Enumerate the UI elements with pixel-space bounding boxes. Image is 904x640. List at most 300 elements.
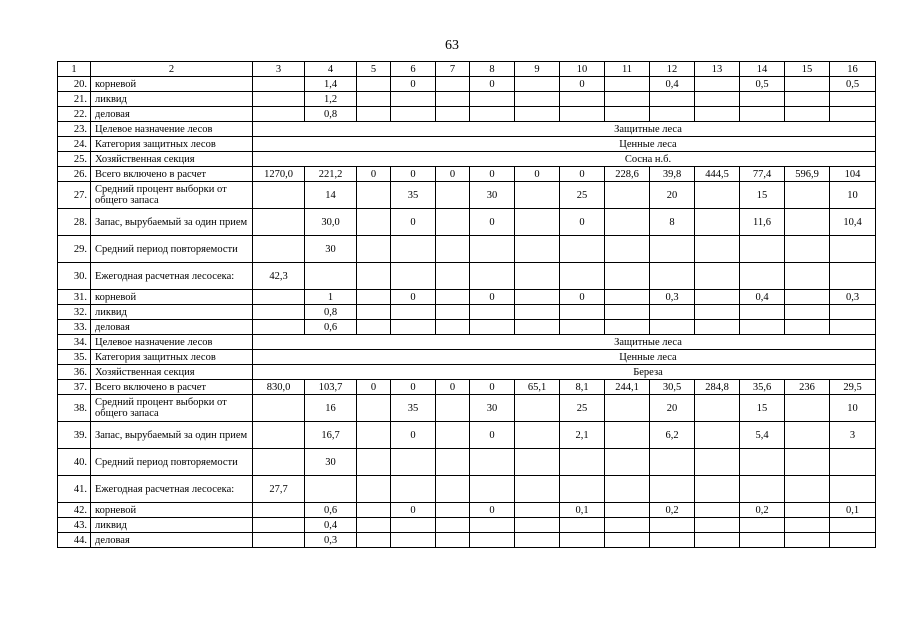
row-label: ликвид	[91, 518, 253, 533]
value-cell	[785, 92, 830, 107]
value-cell: 30	[470, 182, 515, 209]
value-cell	[560, 533, 605, 548]
value-cell	[515, 503, 560, 518]
row-label: деловая	[91, 107, 253, 122]
value-cell: 30	[470, 395, 515, 422]
value-cell	[357, 503, 391, 518]
value-cell	[695, 182, 740, 209]
table-row	[58, 137, 876, 152]
table-row	[58, 395, 876, 422]
value-cell	[470, 533, 515, 548]
value-cell	[357, 209, 391, 236]
table-row	[58, 263, 876, 290]
value-cell	[785, 236, 830, 263]
row-number: 33.	[58, 320, 91, 335]
value-cell: 0,6	[305, 320, 357, 335]
value-cell: 30	[305, 236, 357, 263]
value-cell	[253, 518, 305, 533]
value-cell	[436, 209, 470, 236]
value-cell	[740, 107, 785, 122]
value-cell	[391, 476, 436, 503]
value-cell	[253, 77, 305, 92]
value-cell	[740, 518, 785, 533]
value-cell	[436, 263, 470, 290]
row-number: 20.	[58, 77, 91, 92]
value-cell	[695, 236, 740, 263]
value-cell	[470, 305, 515, 320]
value-cell: 15	[740, 395, 785, 422]
value-cell	[695, 92, 740, 107]
value-cell	[740, 92, 785, 107]
value-cell	[560, 449, 605, 476]
value-cell	[357, 395, 391, 422]
column-number-header: 16	[830, 62, 876, 77]
value-cell: 0	[470, 167, 515, 182]
value-cell: 35,6	[740, 380, 785, 395]
value-cell	[785, 209, 830, 236]
value-cell: 14	[305, 182, 357, 209]
value-cell	[695, 77, 740, 92]
value-cell	[605, 182, 650, 209]
row-number: 26.	[58, 167, 91, 182]
value-cell	[253, 449, 305, 476]
value-cell	[436, 422, 470, 449]
value-cell	[515, 77, 560, 92]
value-cell: 8,1	[560, 380, 605, 395]
value-cell: 35	[391, 395, 436, 422]
value-cell	[605, 236, 650, 263]
value-cell	[357, 236, 391, 263]
row-number: 25.	[58, 152, 91, 167]
value-cell	[436, 77, 470, 92]
value-cell: 0	[560, 167, 605, 182]
value-cell: 0,3	[650, 290, 695, 305]
value-cell	[436, 92, 470, 107]
value-cell	[470, 263, 515, 290]
column-number-header: 1	[58, 62, 91, 77]
value-cell	[515, 236, 560, 263]
value-cell: 27,7	[253, 476, 305, 503]
row-number: 30.	[58, 263, 91, 290]
value-cell	[515, 533, 560, 548]
value-cell	[436, 449, 470, 476]
value-cell: 1,2	[305, 92, 357, 107]
value-cell	[515, 107, 560, 122]
value-cell	[391, 449, 436, 476]
table-row	[58, 320, 876, 335]
value-cell	[470, 92, 515, 107]
value-cell: 284,8	[695, 380, 740, 395]
value-cell	[830, 92, 876, 107]
table-row	[58, 290, 876, 305]
value-cell	[436, 533, 470, 548]
value-cell: 0	[470, 290, 515, 305]
value-cell	[695, 503, 740, 518]
value-cell: 830,0	[253, 380, 305, 395]
page-number: 63	[445, 38, 459, 53]
value-cell	[253, 107, 305, 122]
value-cell	[436, 236, 470, 263]
row-number: 37.	[58, 380, 91, 395]
value-cell	[470, 476, 515, 503]
value-cell	[605, 476, 650, 503]
row-label: Хозяйственная секция	[91, 152, 253, 167]
value-cell	[740, 533, 785, 548]
table-row	[58, 476, 876, 503]
value-cell: 29,5	[830, 380, 876, 395]
row-label: Хозяйственная секция	[91, 365, 253, 380]
table-row	[58, 422, 876, 449]
value-cell	[785, 263, 830, 290]
value-cell	[391, 533, 436, 548]
value-cell: 20	[650, 395, 695, 422]
value-cell	[785, 476, 830, 503]
value-cell	[357, 518, 391, 533]
value-cell	[785, 518, 830, 533]
value-cell	[357, 107, 391, 122]
value-cell: 0	[391, 422, 436, 449]
value-cell: 0	[357, 167, 391, 182]
value-cell: 0	[357, 380, 391, 395]
row-number: 38.	[58, 395, 91, 422]
row-label: корневой	[91, 290, 253, 305]
value-cell	[695, 107, 740, 122]
value-cell	[436, 305, 470, 320]
value-cell: 0,8	[305, 305, 357, 320]
value-cell: 3	[830, 422, 876, 449]
value-cell: 0,1	[830, 503, 876, 518]
value-cell	[695, 395, 740, 422]
row-label: Всего включено в расчет	[91, 167, 253, 182]
value-cell: 1270,0	[253, 167, 305, 182]
value-cell	[436, 503, 470, 518]
value-cell	[605, 290, 650, 305]
value-cell: 0	[515, 167, 560, 182]
value-cell	[253, 320, 305, 335]
value-cell	[650, 305, 695, 320]
value-cell: 35	[391, 182, 436, 209]
value-cell	[253, 422, 305, 449]
row-number: 42.	[58, 503, 91, 518]
value-cell	[515, 476, 560, 503]
column-number-header: 4	[305, 62, 357, 77]
value-cell	[357, 476, 391, 503]
merged-value-cell: Защитные леса	[253, 335, 876, 350]
value-cell: 596,9	[785, 167, 830, 182]
table-row	[58, 167, 876, 182]
value-cell	[785, 422, 830, 449]
column-number-header: 11	[605, 62, 650, 77]
value-cell: 30	[305, 449, 357, 476]
value-cell	[650, 533, 695, 548]
value-cell	[785, 533, 830, 548]
value-cell	[436, 518, 470, 533]
row-number: 44.	[58, 533, 91, 548]
value-cell	[695, 320, 740, 335]
row-number: 23.	[58, 122, 91, 137]
value-cell: 11,6	[740, 209, 785, 236]
value-cell	[695, 209, 740, 236]
value-cell	[830, 449, 876, 476]
value-cell	[605, 518, 650, 533]
row-label: деловая	[91, 320, 253, 335]
value-cell	[357, 182, 391, 209]
value-cell: 0,4	[305, 518, 357, 533]
row-number: 21.	[58, 92, 91, 107]
row-number: 31.	[58, 290, 91, 305]
value-cell: 25	[560, 182, 605, 209]
value-cell	[560, 518, 605, 533]
value-cell	[436, 320, 470, 335]
value-cell	[253, 395, 305, 422]
value-cell	[695, 305, 740, 320]
value-cell: 0,4	[650, 77, 695, 92]
value-cell	[650, 236, 695, 263]
value-cell	[695, 449, 740, 476]
value-cell	[470, 449, 515, 476]
value-cell: 10	[830, 395, 876, 422]
value-cell: 16,7	[305, 422, 357, 449]
row-label: корневой	[91, 77, 253, 92]
row-label: Ежегодная расчетная лесосека:	[91, 476, 253, 503]
value-cell: 42,3	[253, 263, 305, 290]
value-cell	[515, 290, 560, 305]
value-cell	[650, 92, 695, 107]
value-cell: 228,6	[605, 167, 650, 182]
table-row	[58, 518, 876, 533]
value-cell	[830, 107, 876, 122]
value-cell	[357, 305, 391, 320]
value-cell	[515, 449, 560, 476]
row-number: 41.	[58, 476, 91, 503]
value-cell	[253, 503, 305, 518]
value-cell	[436, 290, 470, 305]
column-number-header: 5	[357, 62, 391, 77]
value-cell: 65,1	[515, 380, 560, 395]
value-cell	[560, 263, 605, 290]
merged-value-cell: Ценные леса	[253, 350, 876, 365]
value-cell	[785, 77, 830, 92]
value-cell	[470, 236, 515, 263]
value-cell	[695, 533, 740, 548]
value-cell: 0,8	[305, 107, 357, 122]
value-cell: 39,8	[650, 167, 695, 182]
value-cell	[785, 449, 830, 476]
value-cell: 221,2	[305, 167, 357, 182]
merged-value-cell: Сосна н.б.	[253, 152, 876, 167]
value-cell	[650, 107, 695, 122]
value-cell	[560, 305, 605, 320]
value-cell	[515, 263, 560, 290]
value-cell	[605, 107, 650, 122]
value-cell	[560, 107, 605, 122]
value-cell	[436, 395, 470, 422]
value-cell: 30,5	[650, 380, 695, 395]
row-number: 43.	[58, 518, 91, 533]
value-cell	[253, 290, 305, 305]
value-cell	[785, 395, 830, 422]
value-cell	[436, 107, 470, 122]
column-number-header: 9	[515, 62, 560, 77]
value-cell: 5,4	[740, 422, 785, 449]
table-row	[58, 182, 876, 209]
row-number: 32.	[58, 305, 91, 320]
value-cell	[253, 92, 305, 107]
value-cell: 6,2	[650, 422, 695, 449]
value-cell	[830, 263, 876, 290]
value-cell	[785, 503, 830, 518]
value-cell	[515, 422, 560, 449]
row-label: Запас, вырубаемый за один прием	[91, 422, 253, 449]
value-cell	[785, 320, 830, 335]
column-number-header: 2	[91, 62, 253, 77]
allowable-cut-table	[57, 61, 876, 548]
value-cell: 0,2	[740, 503, 785, 518]
column-number-header: 7	[436, 62, 470, 77]
value-cell	[830, 476, 876, 503]
merged-value-cell: Ценные леса	[253, 137, 876, 152]
value-cell: 0	[470, 422, 515, 449]
table-row	[58, 365, 876, 380]
value-cell	[785, 305, 830, 320]
value-cell: 2,1	[560, 422, 605, 449]
value-cell: 0,3	[830, 290, 876, 305]
value-cell	[605, 263, 650, 290]
value-cell	[357, 263, 391, 290]
value-cell: 0,2	[650, 503, 695, 518]
value-cell: 236	[785, 380, 830, 395]
value-cell	[830, 533, 876, 548]
value-cell	[740, 320, 785, 335]
value-cell	[560, 236, 605, 263]
value-cell	[436, 476, 470, 503]
value-cell	[605, 533, 650, 548]
value-cell: 10	[830, 182, 876, 209]
value-cell	[470, 518, 515, 533]
value-cell: 0	[391, 209, 436, 236]
row-label: Категория защитных лесов	[91, 350, 253, 365]
value-cell	[605, 422, 650, 449]
value-cell: 0	[470, 503, 515, 518]
value-cell: 1	[305, 290, 357, 305]
row-label: Целевое назначение лесов	[91, 122, 253, 137]
column-number-header: 3	[253, 62, 305, 77]
value-cell	[650, 518, 695, 533]
column-number-header: 15	[785, 62, 830, 77]
value-cell	[515, 395, 560, 422]
value-cell	[740, 236, 785, 263]
row-number: 34.	[58, 335, 91, 350]
value-cell: 0	[470, 77, 515, 92]
value-cell	[650, 263, 695, 290]
value-cell	[830, 236, 876, 263]
value-cell	[391, 518, 436, 533]
row-label: Средний период повторяемости	[91, 449, 253, 476]
row-number: 40.	[58, 449, 91, 476]
value-cell: 0,1	[560, 503, 605, 518]
value-cell	[357, 449, 391, 476]
value-cell	[253, 305, 305, 320]
value-cell	[391, 236, 436, 263]
row-label: ликвид	[91, 305, 253, 320]
table-row	[58, 77, 876, 92]
value-cell	[605, 449, 650, 476]
value-cell: 10,4	[830, 209, 876, 236]
row-label: Запас, вырубаемый за один прием	[91, 209, 253, 236]
value-cell: 0	[560, 209, 605, 236]
value-cell	[740, 449, 785, 476]
value-cell: 104	[830, 167, 876, 182]
value-cell: 8	[650, 209, 695, 236]
value-cell	[695, 476, 740, 503]
table-row	[58, 335, 876, 350]
table-row	[58, 107, 876, 122]
value-cell	[253, 182, 305, 209]
value-cell: 0	[470, 380, 515, 395]
value-cell: 0	[470, 209, 515, 236]
value-cell	[830, 518, 876, 533]
value-cell: 0	[391, 380, 436, 395]
value-cell	[695, 263, 740, 290]
value-cell: 0,5	[740, 77, 785, 92]
value-cell	[305, 476, 357, 503]
value-cell	[515, 182, 560, 209]
column-number-header: 10	[560, 62, 605, 77]
value-cell	[515, 305, 560, 320]
column-number-header: 13	[695, 62, 740, 77]
row-number: 29.	[58, 236, 91, 263]
value-cell	[605, 77, 650, 92]
value-cell: 0	[560, 290, 605, 305]
value-cell: 0,5	[830, 77, 876, 92]
value-cell	[391, 305, 436, 320]
table-row	[58, 533, 876, 548]
merged-value-cell: Защитные леса	[253, 122, 876, 137]
table-row	[58, 92, 876, 107]
row-number: 35.	[58, 350, 91, 365]
value-cell	[470, 107, 515, 122]
value-cell	[650, 320, 695, 335]
value-cell: 0	[391, 77, 436, 92]
row-number: 27.	[58, 182, 91, 209]
value-cell	[253, 236, 305, 263]
value-cell	[650, 476, 695, 503]
value-cell: 0	[391, 167, 436, 182]
value-cell: 103,7	[305, 380, 357, 395]
table-row	[58, 305, 876, 320]
value-cell	[785, 182, 830, 209]
value-cell: 0	[560, 77, 605, 92]
merged-value-cell: Береза	[253, 365, 876, 380]
row-label: ликвид	[91, 92, 253, 107]
value-cell	[740, 476, 785, 503]
value-cell: 0	[436, 167, 470, 182]
table-row	[58, 236, 876, 263]
value-cell	[253, 209, 305, 236]
row-label: Ежегодная расчетная лесосека:	[91, 263, 253, 290]
row-number: 24.	[58, 137, 91, 152]
value-cell	[605, 503, 650, 518]
value-cell	[357, 290, 391, 305]
value-cell	[515, 209, 560, 236]
value-cell	[357, 422, 391, 449]
value-cell	[357, 533, 391, 548]
value-cell	[695, 290, 740, 305]
value-cell	[515, 320, 560, 335]
row-label: Средний период повторяемости	[91, 236, 253, 263]
value-cell	[740, 305, 785, 320]
column-number-header: 6	[391, 62, 436, 77]
